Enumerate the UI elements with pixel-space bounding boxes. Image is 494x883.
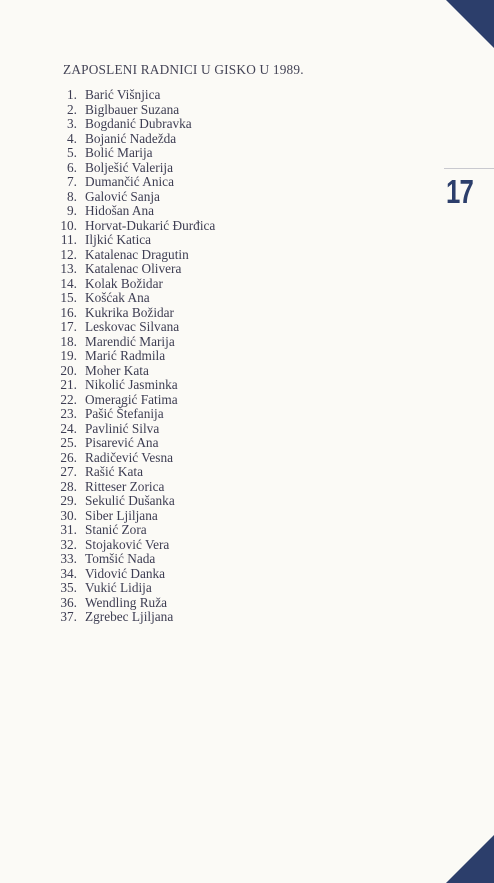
employee-name: Bolić Marija	[85, 145, 153, 160]
list-item-number: 25.	[60, 435, 77, 450]
list-item-number: 28.	[60, 478, 77, 494]
list-item	[40, 320, 215, 335]
employee-name: Biglbauer Suzana	[85, 101, 180, 117]
list-item-number: 6.	[67, 159, 77, 175]
list-item-number: 36.	[60, 594, 77, 610]
list-item	[40, 407, 215, 422]
list-item-number: 21.	[60, 377, 77, 392]
employee-list	[40, 88, 215, 625]
employee-name: Marić Radmila	[85, 348, 166, 363]
list-item-number: 26.	[60, 449, 77, 465]
employee-name: Stojaković Vera	[85, 536, 170, 552]
employee-name: Omeragić Fatima	[85, 391, 178, 407]
list-item	[40, 335, 215, 350]
employee-name: Kolak Božidar	[85, 275, 163, 291]
list-item	[40, 291, 215, 306]
employee-name: Vidović Danka	[85, 565, 166, 581]
employee-name: Wendling Ruža	[85, 594, 168, 610]
list-item	[40, 494, 215, 509]
employee-name: Radičević Vesna	[85, 449, 174, 465]
employee-name: Stanić Zora	[85, 522, 147, 537]
corner-decoration-top	[446, 0, 494, 48]
list-item-number: 17.	[60, 319, 77, 334]
employee-name: Leskovac Silvana	[85, 319, 180, 334]
list-item-number: 5.	[67, 145, 77, 160]
list-item	[40, 219, 215, 234]
corner-decoration-bottom	[446, 835, 494, 883]
list-item	[40, 117, 215, 132]
employee-name: Rašić Kata	[85, 464, 143, 479]
list-item	[40, 523, 215, 538]
employee-name: Košćak Ana	[85, 290, 150, 305]
employee-name: Vukić Lidija	[85, 580, 152, 595]
employee-name: Pisarević Ana	[85, 435, 159, 450]
list-item-number: 11.	[60, 232, 77, 247]
list-item	[40, 436, 215, 451]
employee-name: Iljkić Katica	[85, 232, 152, 247]
employee-name: Tomšić Nada	[85, 551, 156, 566]
list-item	[40, 509, 215, 524]
list-item	[40, 378, 215, 393]
list-item-number: 20.	[60, 362, 77, 378]
list-item-number: 7.	[67, 174, 77, 189]
employee-name: Zgrebec Ljiljana	[85, 609, 174, 624]
employee-name: Siber Ljiljana	[85, 507, 158, 523]
employee-name: Katalenac Olivera	[85, 261, 182, 276]
employee-name: Bogdanić Dubravka	[85, 116, 192, 131]
employee-name: Dumančić Anica	[85, 174, 174, 189]
list-item-number: 1.	[67, 87, 77, 102]
list-item-number: 24.	[60, 420, 77, 436]
list-item-number: 27.	[60, 464, 77, 479]
list-item-number: 19.	[60, 348, 77, 363]
list-item-number: 29.	[60, 493, 77, 508]
list-item-number: 9.	[67, 203, 77, 218]
list-item	[40, 233, 215, 248]
page-number-rule	[444, 168, 494, 169]
list-item	[40, 262, 215, 277]
list-item	[40, 190, 215, 205]
list-item-number: 16.	[60, 304, 77, 320]
list-item	[40, 581, 215, 596]
list-item	[40, 204, 215, 219]
employee-name: Kukrika Božidar	[85, 304, 174, 320]
list-item-number: 33.	[60, 551, 77, 566]
employee-name: Moher Kata	[85, 362, 149, 378]
list-item	[40, 393, 215, 408]
list-item	[40, 480, 215, 495]
list-item-number: 35.	[60, 580, 77, 595]
list-item-number: 18.	[60, 333, 77, 349]
list-item	[40, 422, 215, 437]
list-item	[40, 465, 215, 480]
list-item	[40, 175, 215, 190]
list-item	[40, 88, 215, 103]
employee-name: Barić Višnjica	[85, 87, 161, 102]
employee-name: Sekulić Dušanka	[85, 493, 175, 508]
list-item-number: 4.	[67, 130, 77, 146]
list-item	[40, 610, 215, 625]
list-item	[40, 277, 215, 292]
employee-name: Galović Sanja	[85, 188, 160, 204]
list-item-number: 10.	[60, 217, 77, 233]
document-title: ZAPOSLENI RADNICI U GISKO U 1989.	[63, 62, 304, 77]
list-item-number: 14.	[60, 275, 77, 291]
list-item-number: 13.	[60, 261, 77, 276]
list-item-number: 37.	[60, 609, 77, 624]
list-item-number: 15.	[60, 290, 77, 305]
list-item	[40, 552, 215, 567]
list-item	[40, 538, 215, 553]
list-item-number: 31.	[60, 522, 77, 537]
list-item	[40, 103, 215, 118]
employee-name: Pašić Štefanija	[85, 406, 164, 421]
list-item	[40, 567, 215, 582]
list-item	[40, 161, 215, 176]
employee-name: Bojanić Nadežda	[85, 130, 177, 146]
list-item	[40, 132, 215, 147]
list-item-number: 30.	[60, 507, 77, 523]
list-item	[40, 364, 215, 379]
employee-name: Bolješić Valerija	[85, 159, 174, 175]
employee-name: Hidošan Ana	[85, 203, 155, 218]
list-item	[40, 349, 215, 364]
list-item-number: 32.	[60, 536, 77, 552]
list-item-number: 22.	[60, 391, 77, 407]
list-item-number: 34.	[60, 565, 77, 581]
list-item-number: 23.	[60, 406, 77, 421]
list-item-number: 3.	[67, 116, 77, 131]
list-item	[40, 146, 215, 161]
employee-name: Horvat-Dukarić Đurđica	[85, 217, 216, 233]
list-item	[40, 596, 215, 611]
list-item	[40, 306, 215, 321]
employee-name: Marendić Marija	[85, 333, 175, 349]
list-item	[40, 451, 215, 466]
employee-name: Pavlinić Silva	[85, 420, 160, 436]
list-item	[40, 248, 215, 263]
employee-name: Katalenac Dragutin	[85, 246, 189, 262]
list-item-number: 12.	[60, 246, 77, 262]
employee-name: Nikolić Jasminka	[85, 377, 178, 392]
employee-name: Ritteser Zorica	[85, 478, 165, 494]
page-number: 17	[446, 173, 474, 210]
list-item-number: 8.	[67, 188, 77, 204]
list-item-number: 2.	[67, 101, 77, 117]
